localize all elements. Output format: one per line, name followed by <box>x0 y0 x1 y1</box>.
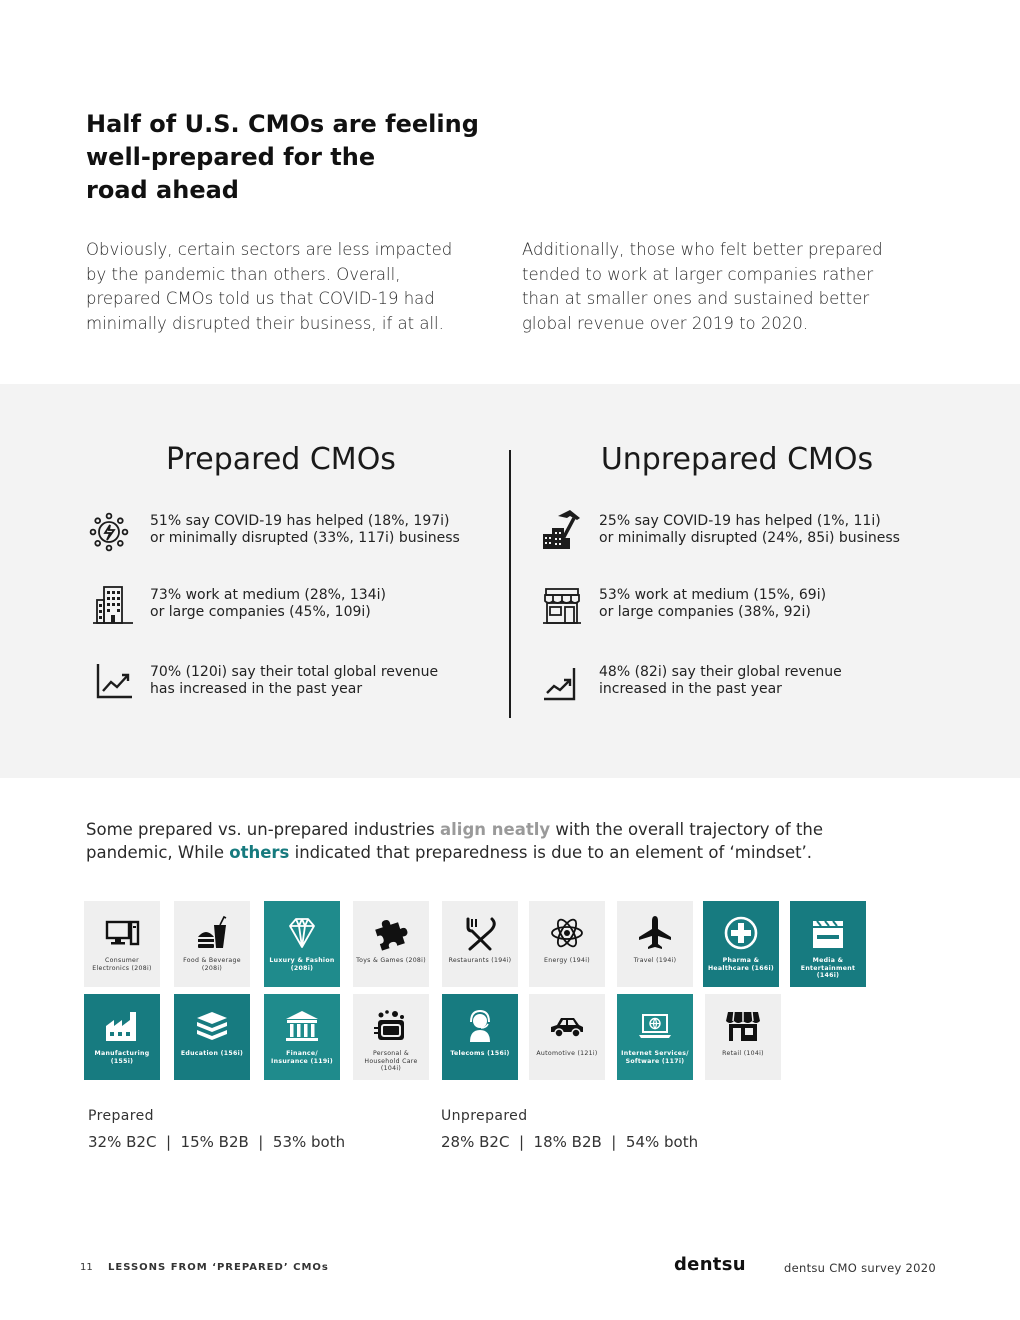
intro-text: pandemic, While <box>86 843 230 862</box>
stat-line: 51% say COVID-19 has helped (18%, 197i) <box>150 513 450 529</box>
prepared-stat-company-size <box>150 587 490 621</box>
stat-line: 48% (82i) say their global revenue <box>599 664 842 680</box>
industry-label: Personal & Household Care (104i) <box>364 1050 418 1073</box>
airplane-icon <box>635 913 675 953</box>
stat-line: increased in the past year <box>599 681 782 697</box>
industry-tile <box>84 901 160 987</box>
intro-right-line: than at smaller ones and sustained better <box>522 289 870 308</box>
shop-icon <box>723 1006 763 1046</box>
car-icon <box>547 1006 587 1046</box>
industry-tile <box>174 994 250 1080</box>
medical-cross-icon <box>721 913 761 953</box>
stat-line: 70% (120i) say their total global revenue <box>150 664 439 680</box>
prepared-stat-covid <box>150 513 490 547</box>
industry-label: Retail (104i) <box>722 1050 764 1057</box>
stat-line: or large companies (45%, 109i) <box>150 604 371 620</box>
clapperboard-icon <box>808 913 848 953</box>
industry-label: Luxury & Fashion (208i) <box>269 957 335 972</box>
intro-right-paragraph <box>522 238 932 336</box>
stat-line: has increased in the past year <box>150 681 363 697</box>
page-title <box>86 108 506 207</box>
industry-label: Telecoms (156i) <box>450 1050 510 1057</box>
title-line-1: Half of U.S. CMOs are feeling <box>86 110 479 138</box>
intro-text: indicated that preparedness is due to an element of ‘mindset’. <box>289 843 813 862</box>
industry-label: Travel (194i) <box>633 957 677 964</box>
unprepared-mix-values: 28% B2C | 18% B2B | 54% both <box>441 1133 699 1151</box>
computer-icon <box>102 913 142 953</box>
office-building-icon <box>92 584 134 626</box>
industry-tile <box>174 901 250 987</box>
unprepared-title: Unprepared CMOs <box>600 442 874 477</box>
unprepared-stat-covid <box>599 513 939 547</box>
footer-survey-name: dentsu CMO survey 2020 <box>784 1261 936 1275</box>
industry-label: Restaurants (194i) <box>448 957 512 964</box>
industry-tile <box>442 994 518 1080</box>
intro-left-line: prepared CMOs told us that COVID-19 had <box>86 289 435 308</box>
intro-text: with the overall trajectory of the <box>550 820 824 839</box>
prepared-mix-values: 32% B2C | 15% B2B | 53% both <box>88 1133 346 1151</box>
industry-label: Toys & Games (208i) <box>356 957 426 964</box>
washing-icon <box>371 1006 411 1046</box>
industry-tile <box>353 901 429 987</box>
industry-tile <box>617 901 693 987</box>
stat-line: 53% work at medium (15%, 69i) <box>599 587 827 603</box>
industry-tile <box>84 994 160 1080</box>
footer-section-title: LESSONS FROM ‘PREPARED’ CMOs <box>108 1262 329 1273</box>
industry-label: Food & Beverage (208i) <box>183 957 241 972</box>
intro-left-line: minimally disrupted their business, if at all. <box>86 313 444 333</box>
growth-chart-icon <box>94 660 136 702</box>
intro-left-paragraph <box>86 238 496 336</box>
intro-left-line: by the pandemic than others. Overall, <box>86 264 401 284</box>
industry-tile <box>264 994 340 1080</box>
industry-label: Education (156i) <box>180 1050 244 1057</box>
stat-line: or large companies (38%, 92i) <box>599 604 811 620</box>
stat-line: or minimally disrupted (33%, 117i) business <box>150 530 460 546</box>
virus-gear-icon <box>88 511 130 553</box>
industries-intro <box>86 818 906 864</box>
stat-line: or minimally disrupted (24%, 85i) business <box>599 530 900 546</box>
industry-tile <box>617 994 693 1080</box>
highlight-others: others <box>229 843 290 862</box>
unprepared-mix-label: Unprepared <box>441 1108 528 1124</box>
laptop-globe-icon <box>635 1006 675 1046</box>
atom-icon <box>547 913 587 953</box>
industry-tile <box>529 994 605 1080</box>
column-divider <box>509 450 511 718</box>
intro-right-line: Additionally, those who felt better prepared <box>522 240 883 259</box>
page-number: 11 <box>80 1262 93 1273</box>
industry-tile <box>442 901 518 987</box>
hammer-building-icon <box>540 508 582 550</box>
intro-left-line: Obviously, certain sectors are less impacted <box>86 240 453 259</box>
industry-tile <box>264 901 340 987</box>
industry-tile <box>790 901 866 987</box>
books-icon <box>192 1006 232 1046</box>
cutlery-icon <box>460 913 500 953</box>
puzzle-icon <box>371 913 411 953</box>
industry-label: Pharma & Healthcare (166i) <box>707 957 775 972</box>
prepared-title: Prepared CMOs <box>166 442 396 477</box>
highlight-align-neatly: align neatly <box>440 820 551 839</box>
industry-label: Energy (194i) <box>544 957 590 964</box>
industry-label: Automotive (121i) <box>536 1050 598 1057</box>
prepared-stat-revenue <box>150 664 490 698</box>
stat-line: 73% work at medium (28%, 134i) <box>150 587 386 603</box>
intro-right-line: global revenue over 2019 to 2020. <box>522 313 809 333</box>
title-line-3: road ahead <box>86 176 239 204</box>
industry-label: Internet Services/ Software (117i) <box>621 1050 689 1065</box>
storefront-icon <box>541 585 583 627</box>
unprepared-stat-revenue <box>599 664 939 698</box>
intro-text: Some prepared vs. un-prepared industries <box>86 820 441 839</box>
title-line-2: well-prepared for the <box>86 143 376 171</box>
fast-food-icon <box>192 913 232 953</box>
bank-icon <box>282 1006 322 1046</box>
intro-right-line: tended to work at larger companies rather <box>522 264 874 284</box>
stat-line: 25% say COVID-19 has helped (1%, 11i) <box>599 513 881 529</box>
dentsu-logo: dentsu <box>674 1254 746 1275</box>
industry-tile <box>703 901 779 987</box>
unprepared-stat-company-size <box>599 587 939 621</box>
industry-label: Manufacturing (155i) <box>94 1050 150 1065</box>
industry-tile <box>529 901 605 987</box>
growth-chart-icon <box>540 662 582 704</box>
diamond-icon <box>282 913 322 953</box>
industry-tile <box>353 994 429 1080</box>
prepared-mix-label: Prepared <box>88 1108 154 1124</box>
industry-label: Consumer Electronics (208i) <box>92 957 152 972</box>
headset-icon <box>460 1006 500 1046</box>
industry-label: Finance/ Insurance (119i) <box>271 1050 333 1065</box>
industry-tile <box>705 994 781 1080</box>
industry-label: Media & Entertainment (146i) <box>800 957 856 980</box>
factory-icon <box>102 1006 142 1046</box>
